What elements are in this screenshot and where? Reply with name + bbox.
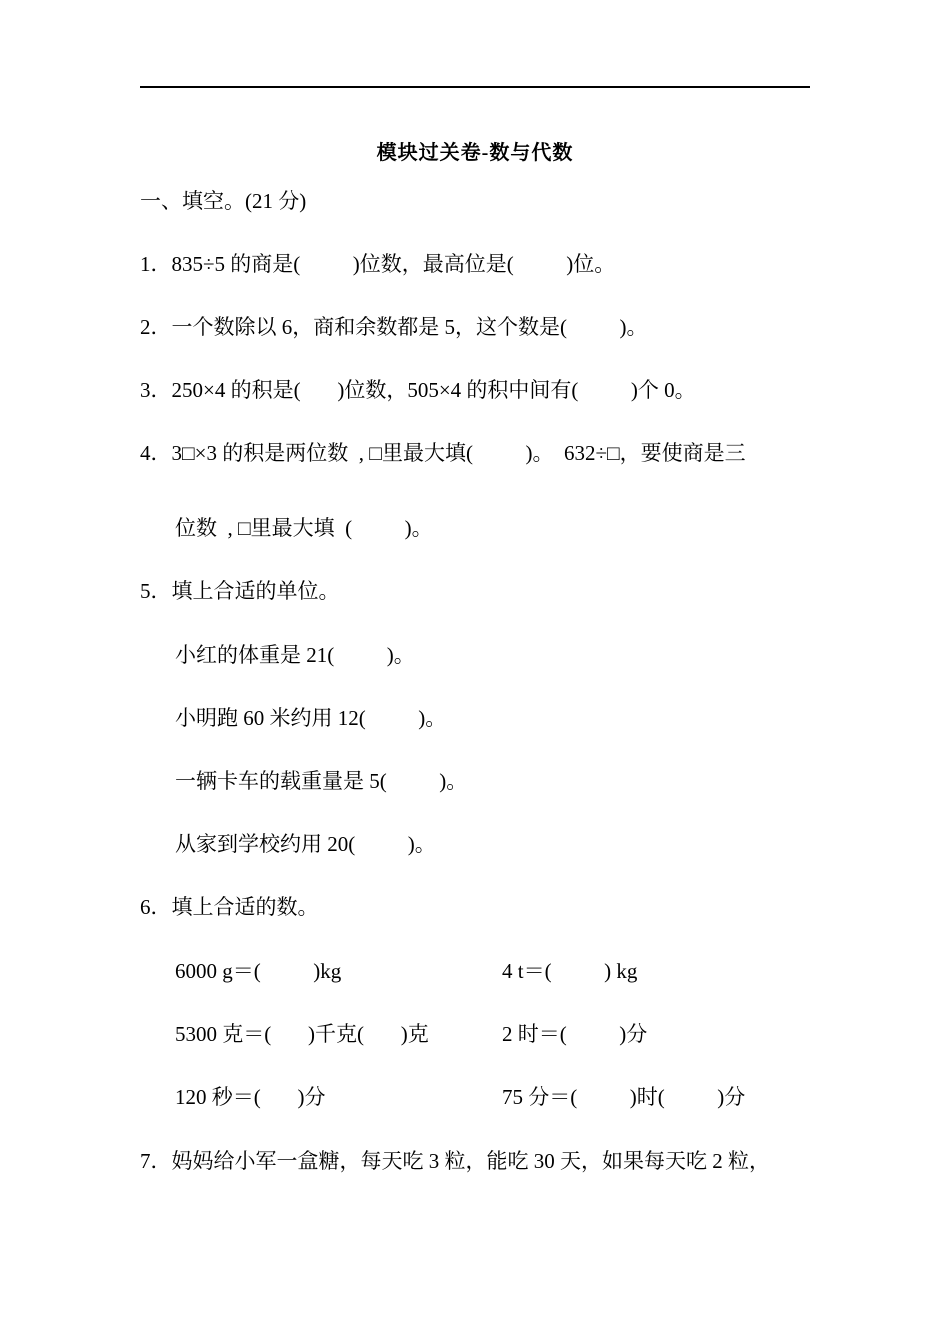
question-6-intro: 6．填上合适的数。	[140, 895, 319, 919]
question-6-right-item: 2 时＝( )分	[502, 1022, 648, 1046]
question-5-item: 一辆卡车的载重量是 5( )。	[175, 769, 468, 793]
page-title: 模块过关卷-数与代数	[376, 142, 574, 164]
question-6-left-item: 6000 g＝( )kg	[175, 959, 342, 983]
question-5-intro: 5．填上合适的单位。	[140, 579, 340, 603]
question-6-right-item: 75 分＝( )时( )分	[502, 1085, 746, 1109]
question-5-item: 从家到学校约用 20( )。	[175, 832, 436, 856]
question-6-right-item: 4 t＝( ) kg	[502, 959, 638, 983]
question-3: 3．250×4 的积是( )位数，505×4 的积中间有( )个 0。	[140, 378, 696, 402]
question-4-line-2: 位数 , □里最大填 ( )。	[175, 516, 433, 540]
question-6-left-item: 5300 克＝( )千克( )克	[175, 1022, 429, 1046]
question-4-line-1: 4．3□×3 的积是两位数 , □里最大填( )。 632÷□，要使商是三	[140, 441, 746, 465]
question-6-left-item: 120 秒＝( )分	[175, 1085, 326, 1109]
question-7-line-1: 7．妈妈给小军一盒糖，每天吃 3 粒，能吃 30 天，如果每天吃 2 粒，	[140, 1149, 770, 1173]
question-5-item: 小红的体重是 21( )。	[175, 643, 415, 667]
header-rule	[140, 86, 810, 88]
question-5-item: 小明跑 60 米约用 12( )。	[175, 706, 447, 730]
section-heading: 一、填空。(21 分)	[140, 189, 307, 213]
question-2: 2．一个数除以 6，商和余数都是 5，这个数是( )。	[140, 315, 648, 339]
question-1: 1．835÷5 的商是( )位数，最高位是( )位。	[140, 252, 616, 276]
